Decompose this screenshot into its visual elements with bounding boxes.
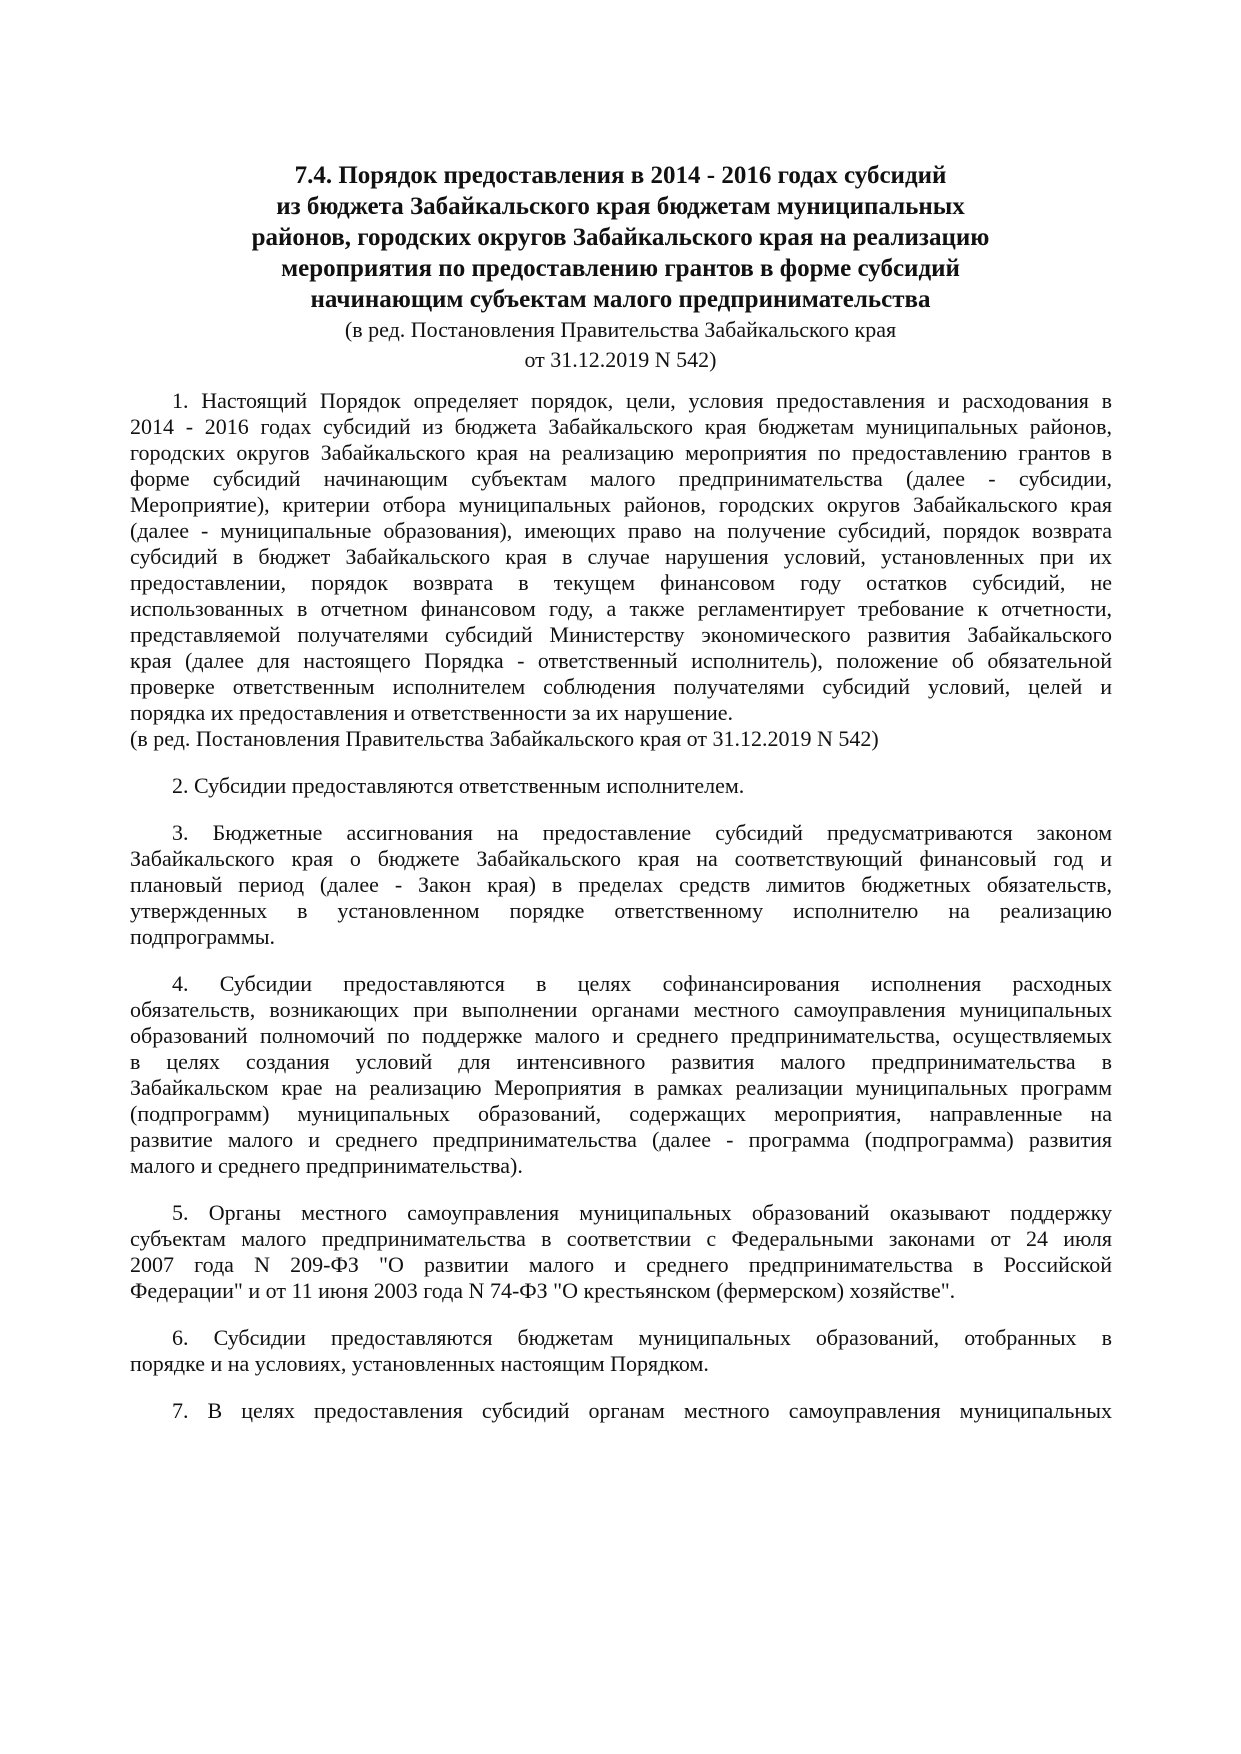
text-line: развитие малого и среднего предпринимательства (далее - программа (подпрограмма) развития	[130, 1127, 1112, 1152]
text-line: (подпрограмм) муниципальных образований, содержащих мероприятия, направленные на	[130, 1101, 1112, 1126]
text-line: Мероприятие), критерии отбора муниципальных районов, городских округов Забайкальского края	[130, 492, 1112, 517]
text-line: 1. Настоящий Порядок определяет порядок, цели, условия предоставления и расходования в	[172, 388, 1112, 413]
text-line: (далее - муниципальные образования), имеющих право на получение субсидий, порядок возврата	[130, 518, 1112, 543]
text-line: малого и среднего предпринимательства).	[130, 1153, 523, 1178]
text-line: субъектам малого предпринимательства в соответствии с Федеральными законами от 24 июля	[130, 1226, 1112, 1251]
text-line: 5. Органы местного самоуправления муниципальных образований оказывают поддержку	[172, 1200, 1112, 1225]
text-line: проверке ответственным исполнителем соблюдения получателями субсидий условий, целей и	[130, 674, 1112, 699]
edition-note: от 31.12.2019 N 542)	[524, 347, 717, 372]
text-line: использованных в отчетном финансовом году, а также регламентирует требование к отчетности,	[130, 596, 1112, 621]
text-line: образований полномочий по поддержке малого и среднего предпринимательства, осуществляемых	[130, 1023, 1112, 1048]
paragraph-1	[130, 388, 1112, 752]
title-line: из бюджета Забайкальского края бюджетам муниципальных	[276, 193, 965, 220]
title-line: начинающим субъектам малого предпринимательства	[310, 286, 931, 313]
text-line: плановый период (далее - Закон края) в пределах средств лимитов бюджетных обязательств,	[130, 872, 1112, 897]
document-body	[130, 388, 1112, 1445]
paragraph-4	[130, 971, 1112, 1179]
paragraph-3	[130, 820, 1112, 950]
edition-note: (в ред. Постановления Правительства Забайкальского края	[344, 317, 897, 342]
paragraph-7	[130, 1398, 1112, 1424]
text-line: 3. Бюджетные ассигнования на предоставление субсидий предусматриваются законом	[172, 820, 1112, 845]
title-line: мероприятия по предоставлению грантов в форме субсидий	[281, 255, 960, 282]
text-line: Забайкальского края о бюджете Забайкальского края на соответствующий финансовый год и	[130, 846, 1112, 871]
text-line: Забайкальском крае на реализацию Мероприятия в рамках реализации муниципальных программ	[130, 1075, 1112, 1100]
paragraph-2	[130, 773, 1112, 799]
text-line: подпрограммы.	[130, 924, 276, 949]
text-line: Федерации" и от 11 июня 2003 года N 74-ФЗ "О крестьянском (фермерском) хозяйстве".	[130, 1278, 956, 1303]
text-line: края (далее для настоящего Порядка - ответственный исполнитель), положение об обязательной	[130, 648, 1112, 673]
text-line: в целях создания условий для интенсивного развития малого предпринимательства в	[130, 1049, 1112, 1074]
paragraph-6	[130, 1325, 1112, 1377]
text-line: (в ред. Постановления Правительства Забайкальского края от 31.12.2019 N 542)	[130, 726, 879, 751]
text-line: 4. Субсидии предоставляются в целях софинансирования исполнения расходных	[172, 971, 1112, 996]
text-line: городских округов Забайкальского края на реализацию мероприятия по предоставлению грантов в	[130, 440, 1112, 465]
text-line: предоставлении, порядок возврата в текущем финансовом году остатков субсидий, не	[130, 570, 1112, 595]
text-line: 7. В целях предоставления субсидий органам местного самоуправления муниципальных	[172, 1398, 1112, 1423]
text-line: 6. Субсидии предоставляются бюджетам муниципальных образований, отобранных в	[172, 1325, 1112, 1350]
text-line: порядке и на условиях, установленных настоящим Порядком.	[130, 1351, 709, 1376]
text-line: представляемой получателями субсидий Министерству экономического развития Забайкальского	[130, 622, 1112, 647]
text-line: 2. Субсидии предоставляются ответственным исполнителем.	[172, 773, 745, 798]
document-title	[0, 160, 1241, 375]
title-line: районов, городских округов Забайкальского края на реализацию	[251, 224, 990, 251]
text-line: 2007 года N 209-ФЗ "О развитии малого и среднего предпринимательства в Российской	[130, 1252, 1112, 1277]
text-line: 2014 - 2016 годах субсидий из бюджета Забайкальского края бюджетам муниципальных районов,	[130, 414, 1112, 439]
text-line: порядка их предоставления и ответственности за их нарушение.	[130, 700, 734, 725]
text-line: форме субсидий начинающим субъектам малого предпринимательства (далее - субсидии,	[130, 466, 1112, 491]
text-line: субсидий в бюджет Забайкальского края в случае нарушения условий, установленных при их	[130, 544, 1112, 569]
text-line: обязательств, возникающих при выполнении органами местного самоуправления муниципальных	[130, 997, 1112, 1022]
paragraph-5	[130, 1200, 1112, 1304]
text-line: утвержденных в установленном порядке ответственному исполнителю на реализацию	[130, 898, 1112, 923]
title-line: 7.4. Порядок предоставления в 2014 - 2016 годах субсидий	[294, 162, 947, 189]
